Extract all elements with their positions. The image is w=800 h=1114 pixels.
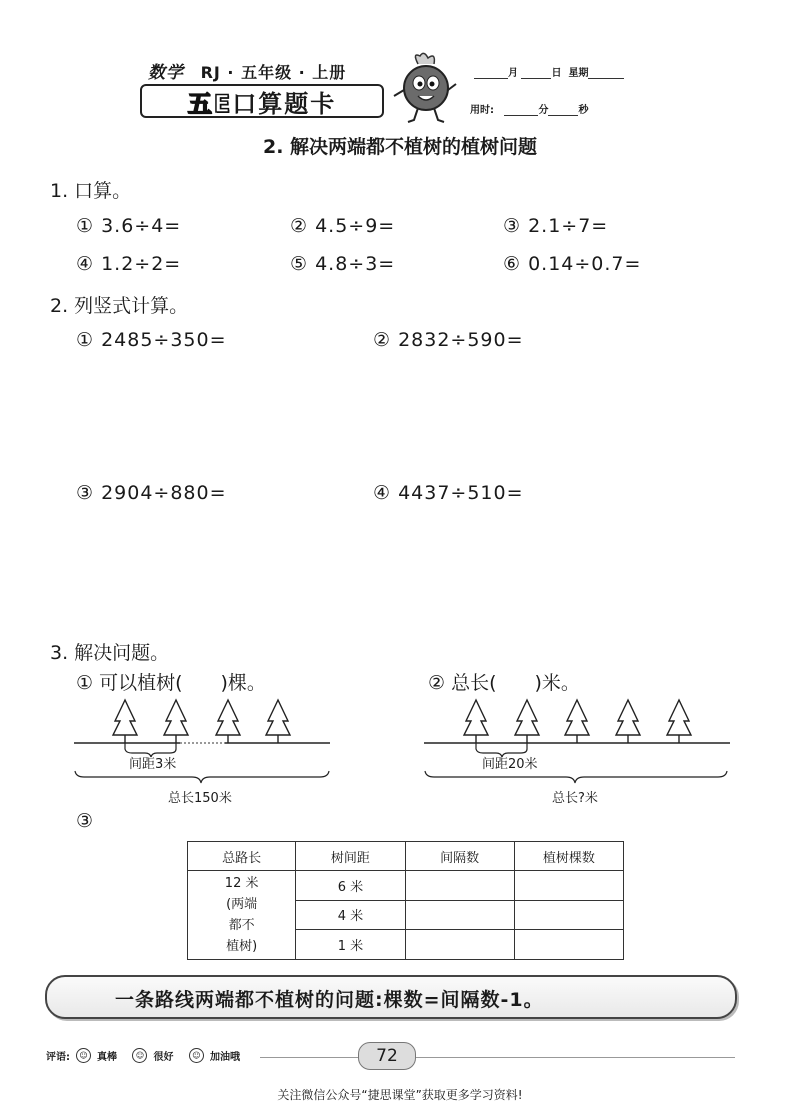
tree-icon — [616, 700, 640, 743]
tree-icon — [667, 700, 691, 743]
spacing-cell: 4 米 — [296, 900, 405, 930]
tree-icon — [266, 700, 290, 743]
tree-icon — [113, 700, 137, 743]
vertical-problem-3: ③ 2904÷880= — [76, 482, 227, 504]
date-week-label: 星期 — [568, 68, 589, 79]
rating-label: 评语: — [46, 1052, 70, 1063]
road-line: 12 米 — [224, 876, 259, 891]
oral-problem-1: ① 3.6÷4= — [76, 215, 182, 237]
section1-title: 1. 口算。 — [50, 180, 132, 202]
smiley-icon: ☺ — [132, 1048, 147, 1063]
date-fields — [474, 64, 624, 79]
oral-problem-5: ⑤ 4.8÷3= — [290, 253, 396, 275]
subject-label: 数学 — [148, 63, 184, 83]
edition-label: RJ · 五年级 · 上册 — [200, 63, 347, 82]
rating-row — [46, 1048, 240, 1063]
rating-good: 很好 — [153, 1052, 174, 1063]
header-tree-count: 植树棵数 — [514, 842, 623, 871]
road-line: 植树) — [226, 939, 258, 954]
time-fields — [470, 101, 588, 116]
mascot-icon — [390, 50, 460, 125]
tree-table — [187, 841, 624, 960]
road-line: (两端 — [226, 897, 258, 912]
road-length-cell — [188, 871, 296, 960]
header-tree-spacing: 树间距 — [296, 842, 405, 871]
bottom-notice: 关注微信公众号“捷思课堂”获取更多学习资料! — [277, 1088, 523, 1102]
spacing-cell: 6 米 — [296, 871, 405, 901]
q2-total-label: 总长?米 — [552, 791, 598, 806]
footer-divider — [260, 1057, 735, 1058]
answer-cell[interactable] — [514, 930, 623, 960]
table-row — [188, 871, 624, 901]
tip-banner — [45, 975, 737, 1019]
oral-problem-2: ② 4.5÷9= — [290, 215, 396, 237]
date-day-label: 日 — [551, 68, 562, 79]
brand-title: 口算题卡 — [232, 89, 337, 118]
tip-text: 一条路线两端都不植树的问题:棵数=间隔数-1。 — [115, 989, 544, 1011]
smiley-icon: ☺ — [189, 1048, 204, 1063]
question-2: ② 总长( )米。 — [428, 672, 580, 694]
tree-icon — [464, 700, 488, 743]
tree-icon — [515, 700, 539, 743]
section2-title: 2. 列竖式计算。 — [50, 295, 189, 317]
header-edition — [148, 58, 346, 83]
section3-title: 3. 解决问题。 — [50, 642, 170, 664]
question-3: ③ — [76, 810, 94, 832]
answer-cell[interactable] — [405, 900, 514, 930]
vertical-problem-4: ④ 4437÷510= — [373, 482, 524, 504]
brand-prefix: 五E — [187, 89, 233, 118]
smiley-icon: ☺ — [76, 1048, 91, 1063]
answer-cell[interactable] — [405, 871, 514, 901]
page-number: 72 — [358, 1042, 416, 1070]
vertical-problem-2: ② 2832÷590= — [373, 329, 524, 351]
header-road-length: 总路长 — [188, 842, 296, 871]
oral-problem-6: ⑥ 0.14÷0.7= — [503, 253, 642, 275]
tree-icon — [164, 700, 188, 743]
answer-cell[interactable] — [514, 871, 623, 901]
q1-spacing-label: 间距3米 — [129, 757, 177, 772]
spacing-cell: 1 米 — [296, 930, 405, 960]
time-min-label: 分 — [538, 105, 549, 116]
rating-keep-going: 加油哦 — [209, 1052, 240, 1063]
q2-spacing-label: 间距20米 — [482, 757, 538, 772]
q1-total-label: 总长150米 — [168, 791, 232, 806]
date-month-label: 月 — [508, 68, 518, 79]
vertical-problem-1: ① 2485÷350= — [76, 329, 227, 351]
tree-icon — [565, 700, 589, 743]
oral-problem-4: ④ 1.2÷2= — [76, 253, 182, 275]
rating-great: 真棒 — [97, 1052, 117, 1063]
time-sec-label: 秒 — [578, 105, 589, 116]
question-1: ① 可以植树( )棵。 — [76, 672, 266, 694]
oral-problem-3: ③ 2.1÷7= — [503, 215, 609, 237]
answer-cell[interactable] — [405, 930, 514, 960]
road-line: 都不 — [228, 918, 255, 933]
header-interval-count: 间隔数 — [405, 842, 514, 871]
table-header-row — [188, 842, 624, 871]
answer-cell[interactable] — [514, 900, 623, 930]
lesson-title: 2. 解决两端都不植树的植树问题 — [262, 136, 538, 158]
brand-banner — [140, 84, 384, 118]
tree-icon — [216, 700, 240, 743]
time-label: 用时: — [470, 105, 494, 116]
